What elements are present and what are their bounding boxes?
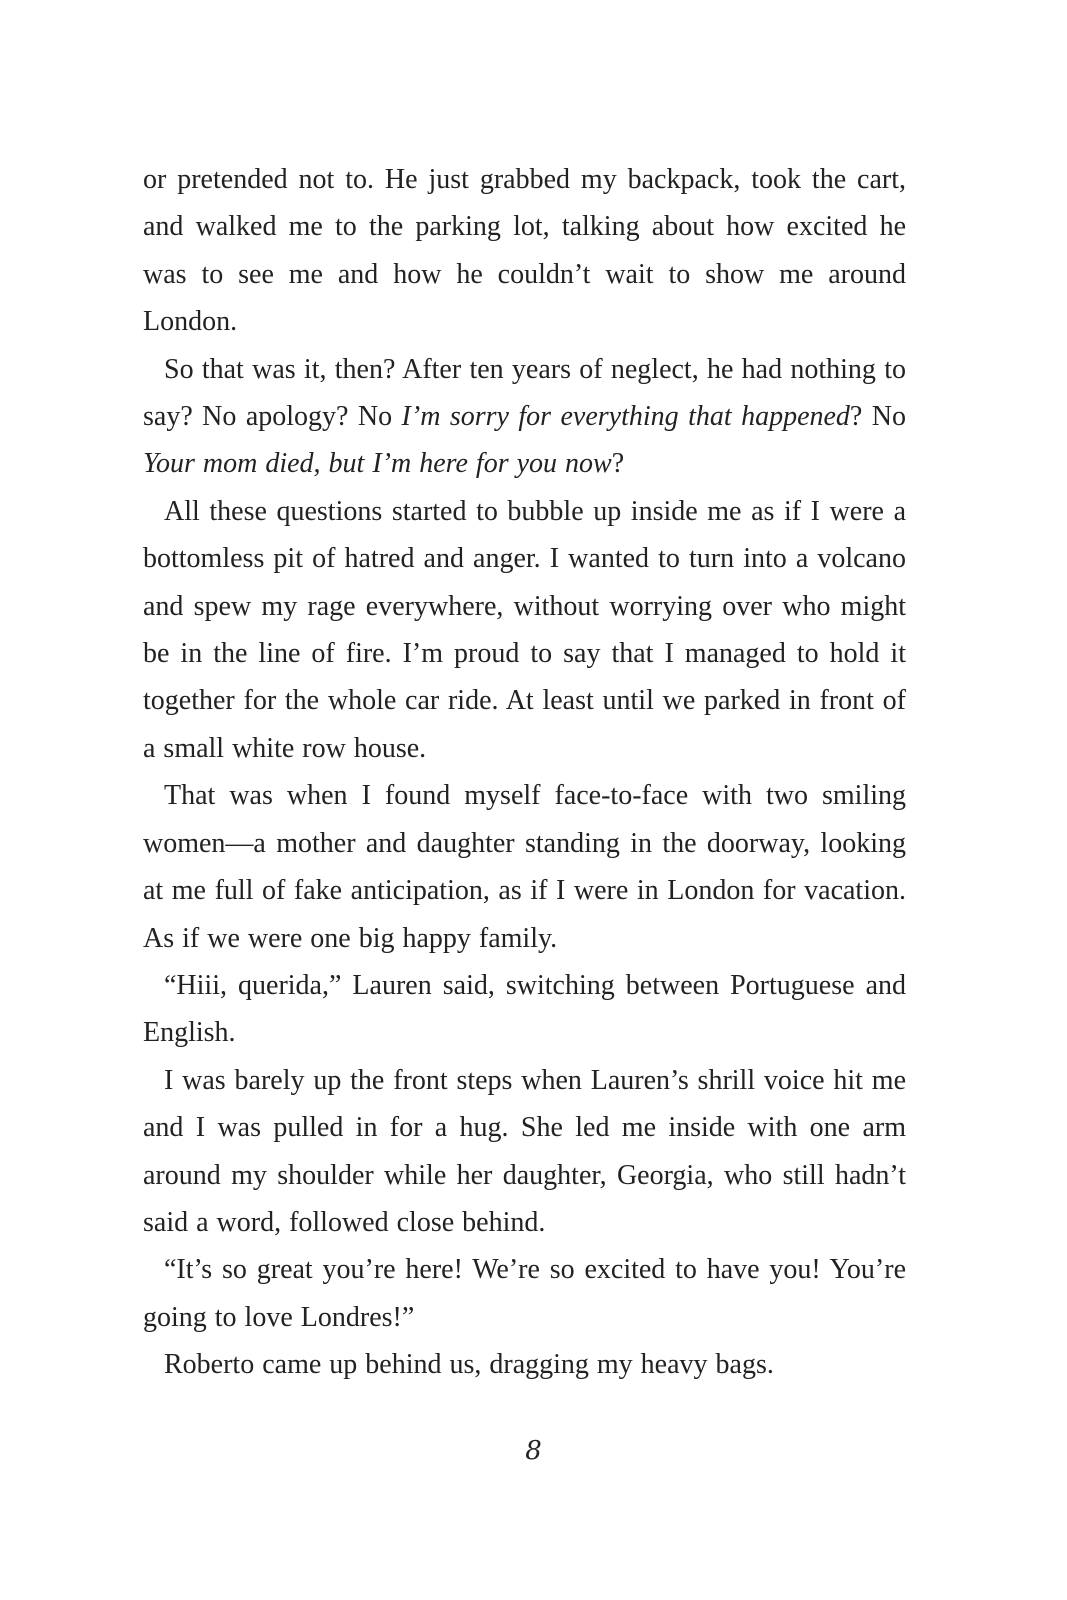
paragraph — [143, 156, 906, 346]
paragraph — [143, 1341, 906, 1388]
text-run: I was barely up the front steps when Lauren’s shrill voice hit me and I was pulled in for a hug. She led me inside with one arm around my shoulder while her daughter, Georgia, who still hadn’t said a word, followed close behind. — [143, 1064, 906, 1238]
paragraph — [143, 962, 906, 1057]
paragraph — [143, 346, 906, 488]
paragraph — [143, 1057, 906, 1247]
text-run: “Hiii, querida,” Lauren said, switching between Portuguese and English. — [143, 969, 906, 1049]
text-run: ? — [611, 448, 625, 480]
italic-text: I’m sorry for everything that happened — [401, 401, 850, 433]
text-run: All these questions started to bubble up inside me as if I were a bottomless pit of hatred and anger. I wanted to turn into a volcano and spew my rage everywhere, without worrying over who might be in the line of fire. I’m proud to say that I managed to hold it together for the whole car ride. At least until we parked in front of a small white row house. — [143, 495, 906, 764]
text-run: ? No — [849, 401, 906, 433]
page-number: 8 — [525, 1436, 542, 1466]
paragraph — [143, 772, 906, 962]
text-run: or pretended not to. He just grabbed my backpack, took the cart, and walked me to the parking lot, talking about how excited he was to see me and how he couldn’t wait to show me around London. — [143, 164, 906, 338]
body-text — [143, 156, 906, 1389]
paragraph — [143, 1246, 906, 1341]
italic-text: Your mom died, but I’m here for you now — [143, 448, 612, 480]
text-run: So that was it, then? After ten years of neglect, he had nothing to say? No apology? No — [143, 353, 906, 433]
paragraph — [143, 488, 906, 772]
text-run: “It’s so great you’re here! We’re so excited to have you! You’re going to love Londres!” — [143, 1254, 906, 1333]
text-run: That was when I found myself face-to-face with two smiling women—a mother and daughter standing in the doorway, looking at me full of fake anticipation, as if I were in London for vacation. As if we were one big happy family. — [143, 780, 906, 954]
text-run: Roberto came up behind us, dragging my heavy bags. — [164, 1349, 774, 1381]
